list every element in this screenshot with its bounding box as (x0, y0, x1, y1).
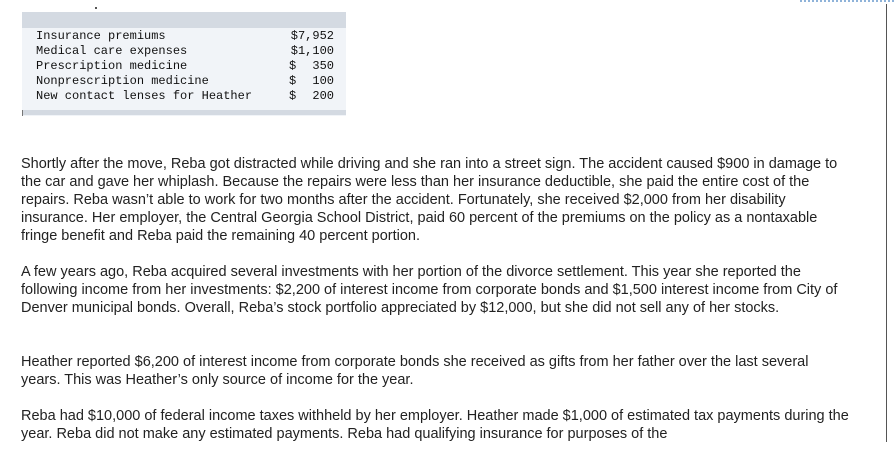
table-row (36, 29, 338, 44)
row-amount: 350 (312, 59, 334, 73)
table-header-band (22, 12, 346, 28)
paragraph-accident: Shortly after the move, Reba got distracted while driving and she ran into a street sign. The accident caused $900 in damage to the car and gave her whiplash. Because the repairs were less than her insurance deductible, she paid the entire cost of the repairs. Reba wasn’t able to work for two months after the accident. Fortunately, she received $2,000 from her disability insurance. Her employer, the Central Georgia School District, paid 60 percent of the premiums on the policy as a nontaxable fringe benefit and Reba paid the remaining 40 percent portion. (21, 156, 838, 244)
table-row (36, 44, 338, 59)
row-currency: $ (289, 74, 297, 88)
header-dot-mark (95, 7, 97, 9)
row-label: Nonprescription medicine (36, 74, 209, 88)
row-label: Insurance premiums (36, 29, 166, 43)
table-row (36, 59, 338, 74)
paragraph-withholding: Reba had $10,000 of federal income taxes withheld by her employer. Heather made $1,000 of estimated tax payments during the year. Reba did not make any estimated payments. Reba had qualifying insurance for purposes of the (21, 408, 849, 442)
table-row (36, 74, 338, 89)
expense-table (22, 12, 346, 116)
top-right-dotted-border (800, 0, 894, 2)
row-amount: $7,952 (290, 29, 334, 43)
row-currency: $ (289, 89, 297, 103)
row-amount: 100 (312, 74, 334, 88)
row-currency: $ (289, 59, 297, 73)
table-footer-band (22, 110, 346, 115)
paragraph-heather-income: Heather reported $6,200 of interest income from corporate bonds she received as gifts from her father over the last several years. This was Heather’s only source of income for the year. (21, 354, 809, 388)
row-label: New contact lenses for Heather (36, 89, 253, 103)
paragraph-investments: A few years ago, Reba acquired several investments with her portion of the divorce settlement. This year she reported the following income from her investments: $2,200 of interest income from corporate bonds and $1,500 interest income from City of Denver municipal bonds. Overall, Reba’s stock portfolio appreciated by $12,000, but she did not sell any of her stocks. (21, 264, 838, 316)
table-row (36, 89, 338, 104)
table-footer-tick (22, 110, 23, 116)
row-label: Medical care expenses (36, 44, 188, 58)
row-label: Prescription medicine (36, 59, 188, 73)
row-amount: $1,100 (290, 44, 334, 58)
row-amount: 200 (312, 89, 334, 103)
right-page-border (886, 4, 887, 442)
